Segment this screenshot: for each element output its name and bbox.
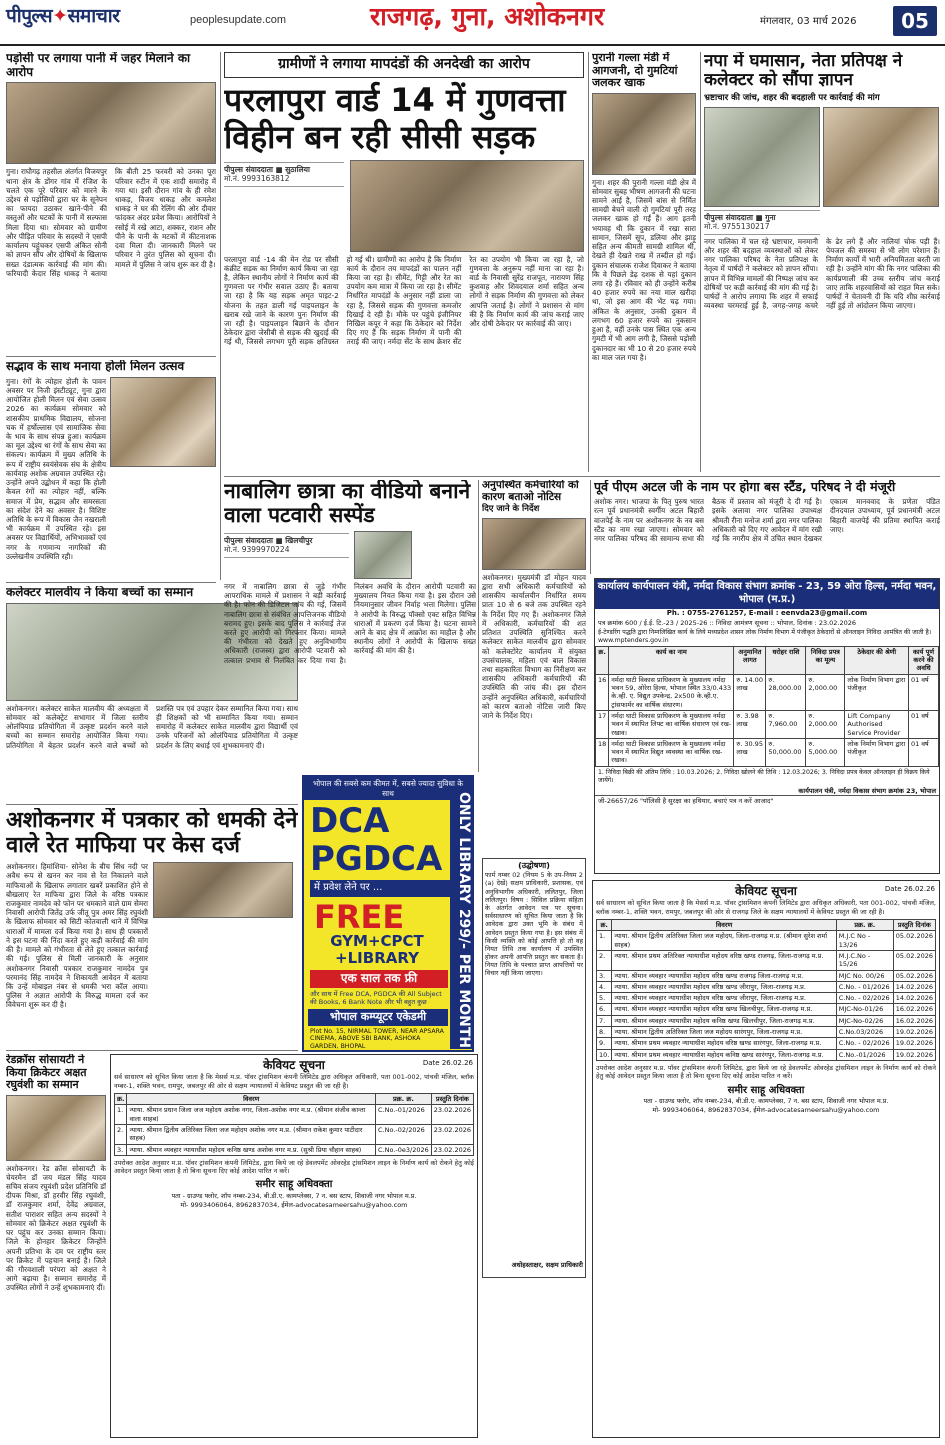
table-cell: C.No. - 02/2026 [836,1038,893,1049]
table-cell: 16.02.2026 [893,1015,935,1026]
ad-top-banner: भोपाल की सबसे कम कीमत में, सबसे ज्यादा सुविधा के साथ [304,777,472,800]
tender-column-header: क्र. [596,646,609,674]
table-row [597,1015,936,1026]
story-photo [482,518,586,570]
column-rule [590,480,591,574]
tender-column-header: अनुमानित लागत [734,646,766,674]
advocate-contact[interactable]: मो- 9993406064, 8962837034, ईमेल-advocatesameersahu@yahoo.com [180,1200,408,1209]
caveat-intro: सर्व साधारण को सूचित किया जाता है कि मेसर्स म.प्र. पॉवर ट्रांसमिशन कंपनी लिमिटेड द्वारा अधिकृत अधिकारी, पता 001-002, पांचवी मंजिल, ब्लॉक नम्बर-1, शक्ति भवन, रामपुर, जबलपुर की ओर से सक्षम न्यायालयों में केवियट प्रस्तुत की जा रही है। [114,1073,474,1090]
story-body: गुना। रंगों के त्योहार होली के पावन अवसर पर निजी इंस्टीट्यूट, गुना द्वारा आयोजित होली मिलन एवं सेवा उत्सव 2026 का कार्यक्रम सोमवार को शासकीय प्राथमिक विद्यालय, सोजना चक में हर्षोल्लास एवं सामाजिक सेवा के भाव के साथ संपन्न हुआ। कार्यक्रम का मूल उद्देश्य था रंगों के साथ सेवा का संकल्प। कार्यक्रम में मुख्य अतिथि के रूप में राष्ट्रीय स्वयंसेवक संघ के क्षेत्रीय कार्यवाह अशोक अग्रवाल उपस्थित रहे। उन्होंने अपने उद्बोधन में कहा कि होली केवल रंगों का त्योहार नहीं, बल्कि समाज में प्रेम, सद्भाव और समरसता का संदेश देने का अवसर है। विशिष्ट अतिथि के रूप में विकास जैन नखराली भी कार्यक्रम में उपस्थित रहे। इस अवसर पर विद्यार्थियों, अभिभावकों एवं नगर के गणमान्य नागरिकों की उल्लेखनीय उपस्थिति रही। [6,376,106,561]
notice-body: फार्म नम्बर 02 (नियम 5 के उप-नियम 2 (a) देखें) सक्षम प्राधिकारी, प्रशासक, एवं अनुविभागीय अधिकारी, ललितपुर, जिला ललितपुर। विषय : सिविल प्रक्रिया संहिता के अंतर्गत आवेदन पत्र पर सूचना। सर्वसाधारण को सूचित किया जाता है कि आवेदक द्वारा उक्त भूमि के संबंध में आवेदन प्रस्तुत किया गया है। इस संबंध में किसी व्यक्ति को कोई आपत्ति हो तो वह नियत तिथि तक कार्यालय में उपस्थित होकर अपनी आपत्ति प्रस्तुत कर सकता है। नियत तिथि के पश्चात प्राप्त आपत्तियों पर विचार नहीं किया जाएगा। [485,871,583,978]
table-cell: 05.02.2026 [893,970,935,981]
table-row [115,1144,474,1155]
table-cell: 16.02.2026 [893,1004,935,1015]
table-cell: 14.02.2026 [893,981,935,992]
table-cell: न्याया. श्रीमान प्रथम अतिरिक्त न्यायाधीश महोदय वरिष्ठ खण्ड राजगढ़, जिला-राजगढ़ म.प्र. [612,950,836,970]
ad-admission: में प्रवेश लेने पर ... [310,880,452,897]
website-link[interactable]: peoplesupdate.com [190,14,287,26]
story-body: अशोकनगर। हिमांशिया- सोनेश के बीच सिंध नदी पर अवैध रूप से खनन कर नाव से रेत निकालने वाले माफियाओं के खिलाफ लगातार खबरें प्रकाशित होने से बौखलाए रेत माफिया द्वारा जिले के वरिष्ठ पत्रकार राजकुमार नामदेव को फोन पर धमकाने वाले ग्राम सेमरा निवासी आरोपी जितेंद्र उर्फ जीतू पुत्र अमर सिंह रघुवंशी के खिलाफ सोमवार को सिटी कोतवाली थाने में विभिन्न धाराओं में मामला दर्ज किया गया है। साथ ही पत्रकारों ने इस घटना की निंदा करते हुए कड़ी कार्रवाई की मांग की है। मामले को गंभीरता से लेते हुए तत्काल कार्रवाई की गई। पुलिस से मिली जानकारी के अनुसार अशोकनगर निवासी पत्रकार राजकुमार नामदेव पुत्र परमानंद सिंह नामदेव ने शिकायती आवेदन में बताया कि उन्हें मोबाइल नंबर से धमकी भरा कॉल आया। पुलिस ने अज्ञात आरोपी के विरुद्ध मामला दर्ज कर विवेचना शुरू कर दी है। [6,862,148,1010]
table-cell: न्याया. श्रीमान द्वितीय अतिरिक्त जिला जज महोदय सारंगपुर, जिला-राजगढ़ म.प्र. [612,1027,836,1038]
table-cell: 3. [115,1144,127,1155]
table-cell: C.No.-01/2026 [836,1049,893,1060]
table-cell: 01 वर्ष [908,710,938,738]
table-cell: 4. [597,981,612,992]
headline: परलापुरा वार्ड 14 में गुणवत्ता विहीन बन रही सीसी सड़क [224,80,566,156]
byline [224,533,349,558]
table-cell: C.No.-01/2026 [376,1105,432,1125]
table-cell: नर्मदा घाटी विकास प्राधिकरण के मुख्यालय नर्मदा भवन में स्थापित विद्युत व्यवस्था का वार्षिक रख-रखाव। [609,738,734,766]
table-cell: लोक निर्माण विभाग द्वारा पंजीकृत [845,674,909,710]
dca-advertisement[interactable] [302,775,474,1052]
advocate-name: समीर साहू अधिवक्ता [727,1084,805,1096]
table-cell: रु. 7,960.00 [766,710,806,738]
ad-course-dca: DCA [310,801,390,842]
table-cell: 01 वर्ष [908,738,938,766]
ad-academy-name: भोपाल कम्प्यूटर एकेडमी [308,1009,448,1025]
divider [6,582,216,583]
table-row [597,1049,936,1060]
byline-text: पीपुल्स संवाददाता ■ खिलचीपुर [224,535,313,545]
page-section-title: राजगढ़, गुना, अशोकनगर [370,2,605,31]
ad-address: Plot No. 15, NIRMAL TOWER, NEAR APSARA CINEMA, ABOVE SBI BANK, ASHOKA GARDEN, BHOPAL [310,1027,444,1051]
column-rule [220,52,221,580]
table-cell: नर्मदा घाटी विकास प्राधिकरण के मुख्यालय नर्मदा भवन 59, ओरेरा हिल्स, भोपाल स्थित 33/0.433 के.व्ही. ए. विद्युत उपकेन्द्र, 2x500 के.व्ही.ए. ट्रांसफार्मर का वार्षिक संधारण। [609,674,734,710]
byline-mobile: मो.नं. 9755130217 [704,222,770,232]
advocate-contact[interactable]: मो- 9993406064, 8962837034, ईमेल-advocatesameersahu@yahoo.com [652,1105,880,1114]
table-cell: C.No.-0e3/2026 [376,1144,432,1155]
logo-text: पीपुल्स [6,5,53,27]
headline: कलेक्टर मालवीय ने किया बच्चों का सम्मान [6,586,194,599]
tender-footer: जी-26657/26 "पॉलिसी है सुरक्षा का हथियार, बचाएं पत्र न करें आजाद" [595,795,939,806]
table-cell: रु. 50,000.00 [766,738,806,766]
caveat-title: केवियट सूचना [263,1058,325,1072]
table-cell: 2. [115,1124,127,1144]
subhead: दिए जाने के निर्देश [482,503,540,514]
story-body: अशोकनगर। रेड क्रॉस सोसायटी के चेयरमैन डॉ जय मंडल सिंह यादव सचिव संजय रघुवंशी प्रदेश प्रतिनिधि डॉ दीपक मिश्रा, डॉ हरवीर सिंह रघुवंशी, डॉ राजकुमार शर्मा, देवेंद्र अग्रवाल, सतीश पाराशर सहित अन्य सदस्यों ने सोमवार को क्रिकेटर अक्षत रघुवंशी के घर पहुंच कर उनका सम्मान किया। जिले के होनहार क्रिकेटर जिन्होंने अपनी प्रतिभा के दम पर राष्ट्रीय स्तर पर क्रिकेट में पहचान बनाई है। जिले की गौरवशाली परंपरा को अक्षत ने आगे बढ़ाया है। सम्मान समारोह में उपस्थित लोगों ने उन्हें शुभकामनाएं दीं। [6,1163,106,1293]
story-sand-mafia [6,808,298,1046]
table-cell: 5. [597,993,612,1004]
story-photo [354,531,412,579]
caveat-date: Date 26.02.26 [884,885,935,893]
table-cell: लोक निर्माण विभाग द्वारा पंजीकृत [845,738,909,766]
tender-signoff: कार्यपालन यंत्री, नर्मदा विकास संभाग क्रमांक 23, भोपाल [798,786,936,795]
table-row [597,1004,936,1015]
advocate-address: पता - ग्राउण्ड फ्लोर, शॉप नम्बर-234, बी.डी.ए. कामप्लेक्स, 7 न. बस स्टाप, शिवाजी नगर भोपाल म.प्र. [171,1192,417,1201]
tender-header: कार्यालय कार्यपालन यंत्री, नर्मदा विकास संभाग क्रमांक - 23, 59 ओरा हिल्स, नर्मदा भवन, भोपाल (म.प्र.) [595,579,939,609]
table-cell: न्याया. श्रीमान व्यवहार न्यायाधीश महोदय वरिष्ठ खण्ड खिलचीपुर, जिला-राजगढ़ म.प्र. [612,1004,836,1015]
tender-intro: ई-टेण्डरिंग पद्धति द्वारा निम्नलिखित कार्य के लिये मध्यप्रदेश शासन लोक निर्माण विभाग में पंजीकृत ठेकेदारों से ऑनलाइन निविदा आमंत्रित की जाती है। www.mptenders.gov.in [598,628,932,644]
byline-text: पीपुल्स संवाददाता ■ सुठालिया [224,164,310,174]
table-cell: न्याया. श्रीमान व्यवहार न्यायाधीश महोदय वरिष्ठ खण्ड जीरापुर, जिला-राजगढ़ म.प्र. [612,981,836,992]
table-cell: 23.02.2026 [431,1105,473,1125]
headline: पुरानी गल्ला मंडी में आगजनी, दो गुमटियां जलकर खाक [592,52,678,90]
headline: पूर्व पीएम अटल जी के नाम पर होगा बस स्टैंड, परिषद ने दी मंजूरी [594,480,896,494]
table-cell: न्याया. श्रीमान व्यवहार न्यायाधीश महोदय कनिष्ठ खण्ड अशोक नगर म.प्र. (सुश्री प्रिया चौहान साहब) [127,1144,376,1155]
story-body: अशोकनगर। मुख्यमंत्री डॉ मोहन यादव द्वारा सभी अधिकारी कर्मचारियों को शासकीय कार्यालयीन निर्धारित समय प्रातः 10 से 6 बजे तक उपस्थित रहने के निर्देश दिए गए हैं। अशोकनगर जिले में अधिकारी, कर्मचारियों की शत प्रतिशत उपस्थिति सुनिश्चित करने कलेक्टर साकेत मालवीय द्वारा सोमवार को कलेक्टोरेट कार्यालय में संयुक्त उपसंचालक, महिला एवं बाल विकास तथा सहकारिता विभाग का निरीक्षण कर शासकीय अधिकारी कर्मचारियों की उपस्थिति की जांच की। इस दौरान उन्होंने अनुपस्थित अधिकारी, कर्मचारियों को कारण बताओ नोटिस जारी किए जाने के निर्देश दिए। [482,572,586,721]
table-cell: न्याया. श्रीमान द्वितीय अतिरिक्त जिला जज महोदय, जिला-राजगढ़ म.प्र. (श्रीमान सुरेश शर्मा साहब) [612,931,836,951]
caveat-table [114,1093,474,1156]
table-cell: न्याया. श्रीमान प्रथम व्यवहार न्यायाधीश महोदय वरिष्ठ खण्ड सारंगपुर, जिला-राजगढ़ म.प्र. [612,1038,836,1049]
table-cell: 18 [596,738,609,766]
story-road [224,52,584,472]
story-photo [350,160,584,252]
story-body: अशोक नगर। भाजपा के पितृ पुरुष भारत रत्न पूर्व प्रधानमंत्री स्वर्गीय अटल बिहारी वाजपेई के नाम पर अशोकनगर के नव बस स्टैंड का नाम रखा जाएगा। सोमवार को नगर पालिका परिषद की सामान्य सभा की बैठक में प्रस्ताव को मंजूरी दे दी गई है। इसके अलावा नगर पालिका उपाध्यक्ष श्रीमती रीना मनोज शर्मा द्वारा नगर पालिका अधिकारी को दिए गए आवेदन में मांग रखी गई कि नगरीय क्षेत्र में उचित स्थान देखकर एकात्म मानववाद के प्रणेता पंडित दीनदयाल उपाध्याय, पूर्व प्रधानमंत्री अटल बिहारी वाजपेई की प्रतिमा स्थापित कराई जाए। [594,497,940,544]
headline: अनुपस्थित कर्मचारियों को कारण बताओ नोटिस [482,480,579,503]
legal-proclamation [482,858,586,1278]
story-water-poison [6,52,216,352]
headline: रेडक्रॉस सोसायटी ने किया क्रिकेटर अक्षत रघुवंशी का सम्मान [6,1054,87,1092]
table-cell: नर्मदा घाटी विकास प्राधिकरण के मुख्यालय नर्मदा भवन में स्थापित लिफ्ट का वार्षिक संधारण एवं रख-रखाव। [609,710,734,738]
table-cell: 10. [597,1049,612,1060]
table-cell: 3. [597,970,612,981]
divider [6,804,298,805]
advocate-address: पता - ग्राउण्ड फ्लोर, शॉप नम्बर-234, बी.डी.ए. कामप्लेक्स, 7 न. बस स्टाप, शिवाजी नगर भोपाल म.प्र. [643,1097,889,1106]
subhead: भ्रष्टाचार की जांच, शहर की बदहाली पर कार्रवाई की मांग [704,92,880,103]
table-cell: 8. [597,1027,612,1038]
caveat-title: केवियट सूचना [735,884,797,898]
table-cell: न्याया. श्रीमान व्यवहार न्यायाधीश महोदय वरिष्ठ खण्ड जीरापुर, जिला-राजगढ़ म.प्र. [612,993,836,1004]
table-cell: MJC No. 00/26 [836,970,893,981]
caveat-closing: उपरोक्त आदेश अनुसार म.प्र. पॉवर ट्रांसमिशन कंपनी लिमिटेड, द्वारा किये जा रहे डेवलपमेंट ओवरहेड ट्रांसमिशन लाइन के निर्माण कार्य को रोकने हेतु कोई आवेदन प्रस्तुत किया जाता है तो बिना सूचना दिए कोई आदेश पारित न करें। [596,1064,936,1081]
byline-mobile: मो.नं. 9993163812 [224,174,290,184]
story-patwari [224,480,476,772]
story-photo-2 [823,107,939,207]
table-cell: C.No.03/2026 [836,1027,893,1038]
newspaper-logo[interactable] [6,4,119,28]
tender-notice [594,578,940,874]
table-row [596,674,939,710]
table-row [115,1105,474,1125]
story-body: गुना। शहर की पुरानी गल्ला मंडी क्षेत्र में सोमवार सुबह भीषण आगजनी की घटना सामने आई है, जिसमें बांस से निर्मित सामग्री बेचने वाली दो गुमटियां पूरी तरह जलकर खाक हो गईं हैं। आग इतनी भयावह थी कि दुकान में रखा सारा सामान, जिसमें सूप, डलिया और झाड़ू सहित अन्य कीमती सामग्री शामिल थी, देखते ही देखते राख में तब्दील हो गई। दुकान संचालक राजेश दिवाकर ने बताया कि वे पिछले डेढ़ दशक से यहां दुकान लगा रहे हैं। रविवार को ही उन्होंने करीब 40 हजार रुपये का नया माल खरीदा था, जो इस आग की भेंट चढ़ गया। अंकित के अनुसार, उनकी दुकान में लगभग 60 हजार रुपये का नुकसान हुआ है, वहीं उनके पास स्थित एक अन्य गुमटी में भी आग लगी है, जिससे पड़ोसी दुकानदार का भी 10 से 20 हजार रुपये का माल जल गया है। [592,177,696,362]
table-cell: न्याया. श्रीमान प्रधान जिला जज महोदय अशोक नगर, जिला-अशोक नगर म.प्र. (श्रीमान संजीव कान्ता वाला साहब) [127,1105,376,1125]
byline-text: पीपुल्स संवाददाता ■ गुना [704,212,776,222]
issue-date: मंगलवार, 03 मार्च 2026 [760,16,857,27]
story-photo [592,93,696,175]
story-holi [6,360,216,578]
table-cell: न्याया. श्रीमान प्रथम व्यवहार न्यायाधीश महोदय कनिष्ठ खण्ड सारंगपुर, जिला-राजगढ़ म.प्र. [612,1049,836,1060]
table-cell: 2. [597,950,612,970]
column-rule [478,480,479,772]
table-cell: Lift Company Authorised Service Provider [845,710,909,738]
headline: नपा में घमासान, नेता प्रतिपक्ष ने कलेक्टर को सौंपा ज्ञापन [704,52,903,91]
story-body: अशोकनगर। कलेक्टर साकेत मालवीय की अध्यक्षता में सोमवार को कलेक्ट्रेट सभागार में जिला स्तरीय ओलंपियाड प्रतियोगिता में उत्कृष्ट प्रदर्शन करने वाले बच्चों का सम्मान समारोह आयोजित किया गया। प्रतियोगिता में बेहतर प्रदर्शन करने वाले बच्चों को प्रशस्ति पत्र एवं उपहार देकर सम्मानित किया गया। साथ ही शिक्षकों को भी सम्मानित किया गया। सम्मान समारोह में कलेक्टर साकेत मालवीय द्वारा विद्यार्थी एवं उनके परिजनों को ओलंपियाड प्रतियोगिता में उत्कृष्ट प्रदर्शन के लिए बधाई एवं शुभकामनाएं दी। [6,703,298,750]
table-cell: 23.02.2026 [431,1144,473,1155]
story-photo [6,1095,106,1161]
table-cell: 01 वर्ष [908,674,938,710]
caveat-column-header: विवरण [127,1093,376,1104]
table-cell: 16 [596,674,609,710]
story-photo [704,107,820,207]
story-photo [153,862,293,918]
table-row [597,1038,936,1049]
table-cell: 19.02.2026 [893,1038,935,1049]
table-cell: 23.02.2026 [431,1124,473,1144]
table-cell: रु. 2,000.00 [806,710,845,738]
table-row [597,931,936,951]
table-cell: M.J.C.No - 15/26 [836,950,893,970]
story-photo [6,82,216,164]
story-councillors [704,52,940,472]
table-row [597,993,936,1004]
table-cell: रु. 14.00 लाख [734,674,766,710]
caveat-notice-right [592,880,940,1438]
table-cell: MJC-No-01/26 [836,1004,893,1015]
table-cell: 05.02.2026 [893,931,935,951]
table-cell: 6. [597,1004,612,1015]
tender-column-header: ठेकेदार की श्रेणी [845,646,909,674]
headline: नाबालिग छात्रा का वीडियो बनाने वाला पटवारी सस्पेंड [224,480,471,527]
table-cell: रु. 5,000.00 [806,738,845,766]
table-cell: 19.02.2026 [893,1049,935,1060]
advocate-name: समीर साहू अधिवक्ता [255,1179,333,1191]
divider [6,356,216,357]
table-row [596,738,939,766]
table-cell: 7. [597,1015,612,1026]
table-cell: रु. 28,000.00 [766,674,806,710]
story-kicker: ग्रामीणों ने लगाया मापदंडों की अनदेखी का आरोप [224,52,584,78]
caveat-intro: सर्व साधारण को सूचित किया जाता है कि मेसर्स म.प्र. पॉवर ट्रांसमिशन कंपनी लिमिटेड द्वारा अधिकृत अधिकारी, पता 001-002, पांचवी मंजिल, ब्लॉक नम्बर-1, शक्ति भवन, रामपुर, जबलपुर की ओर से राजगढ़ जिले के सक्षम न्यायालयों में केवियट प्रस्तुत की जा रही है। [596,899,936,916]
caveat-column-header: प्रस्तुति दिनांक [893,919,935,930]
table-row [115,1124,474,1144]
table-cell: रु. 30.95 लाख [734,738,766,766]
ad-course-pgdca: PGDCA [310,839,443,880]
table-cell: 05.02.2026 [893,950,935,970]
ad-side-banner: ONLY LIBRARY 299/- PER MONTH [450,791,472,1049]
caveat-column-header: प्रस्तुति दिनांक [431,1093,473,1104]
table-cell: न्याया. श्रीमान व्यवहार न्यायाधीश महोदय वरिष्ठ खण्ड राजगढ़ जिला-राजगढ़ म.प्र. [612,970,836,981]
table-cell: MJC-No-02/26 [836,1015,893,1026]
table-cell: 1. [597,931,612,951]
divider [6,1050,298,1051]
headline: पड़ोसी पर लगाया पानी में जहर मिलाने का आरोप [6,52,191,79]
table-cell: 17 [596,710,609,738]
table-cell: न्याया. श्रीमान द्वितीय अतिरिक्त जिला जज महोदय अशोक नगर म.प्र. (श्रीमान राकेश कुमार पाटीदार साहब) [127,1124,376,1144]
story-notice [482,480,586,772]
table-cell: 1. [115,1105,127,1125]
story-market-fire [592,52,696,472]
table-row [597,950,936,970]
headline: सद्भाव के साथ मनाया होली मिलन उत्सव [6,360,185,373]
caveat-column-header: क्र. [597,919,612,930]
table-cell: न्याया. श्रीमान व्यवहार न्यायाधीश महोदय कनिष्ठ खण्ड खिलचीपुर, जिला-राजगढ़ म.प्र. [612,1015,836,1026]
story-cricketer [6,1054,106,1438]
ad-year-free: एक साल तक फ्री [310,970,448,987]
caveat-column-header: प्रक्र. क्र. [836,919,893,930]
caveat-date: Date 26.02.26 [422,1059,473,1067]
caveat-column-header: विवरण [612,919,836,930]
ad-note: और साथ में Free DCA, PGDCA की All Subject की Books, 6 Bank Note और भी बहुत कुछ [310,989,442,1007]
story-body: नगर पालिका में चल रहे भ्रष्टाचार, मनमानी और शहर की बदहाल व्यवस्थाओं को लेकर नगर पालिका परिषद के नेता प्रतिपक्ष के नेतृत्व में पार्षदों ने कलेक्टर को ज्ञापन सौंपा। ज्ञापन में विभिन्न मामलों की निष्पक्ष जांच कर दोषियों पर कड़ी कार्रवाई की मांग की गई है। पार्षदों ने आरोप लगाया कि शहर में सफाई व्यवस्था चरमराई हुई है, जगह-जगह कचरे के ढेर लगे हैं और नालियां चोक पड़ी हैं। पेयजल की समस्या से भी लोग परेशान हैं। निर्माण कार्यों में भारी अनियमितता बरती जा रही है। उन्होंने मांग की कि नगर पालिका की कार्यप्रणाली की उच्च स्तरीय जांच कराई जाए ताकि शहरवासियों को राहत मिल सके। पार्षदों ने चेतावनी दी कि यदि शीघ्र कार्रवाई नहीं हुई तो आंदोलन किया जाएगा। [704,236,940,311]
logo-dot-icon: ✦ [52,5,68,27]
notice-signoff: अधोहस्ताक्षर, सक्षम प्राधिकारी [511,1261,583,1270]
table-row [597,981,936,992]
table-cell: M.J.C No - 13/26 [836,931,893,951]
logo-word: समाचार [67,5,120,27]
ad-offer: GYM+CPCT +LIBRARY [330,931,424,968]
tender-notes: 1. निविदा बिक्री की अंतिम तिथि : 10.03.2026; 2. निविदा खोलने की तिथि : 12.03.2026; 3. निविदा प्रपत्र केवल ऑनलाइन ही विक्रय किये जायेंगे। [598,768,930,784]
ad-free: FREE [314,897,405,936]
tender-contact: Ph. : 0755-2761257, E-mail : eenvda23@gmail.com [666,608,868,617]
caveat-closing: उपरोक्त आदेश अनुसार म.प्र. पॉवर ट्रांसमिशन कंपनी लिमिटेड, द्वारा किये जा रहे डेवलपमेंट ओवरहेड ट्रांसमिशन लाइन के निर्माण कार्य को रोकने हेतु कोई आवेदन प्रस्तुत किया जाता है तो बिना सूचना दिए कोई आदेश पारित न करें। [114,1158,474,1176]
caveat-notice-left [110,1054,478,1438]
byline [224,162,344,187]
table-cell: 19.02.2026 [893,1027,935,1038]
tender-column-header: कार्य पूर्ण करने की अवधि [908,646,938,674]
tender-column-header: धरोहर राशि [766,646,806,674]
table-row [597,970,936,981]
caveat-column-header: क्र. [115,1093,127,1104]
story-bus-stand [594,480,940,574]
tender-ref: पत्र क्रमांक 600 / ई.ई. टि.-23 / 2025-26 :: निविदा आमंत्रण सूचना :: भोपाल, दिनांक : 23.02.2026 [598,618,857,627]
headline: अशोकनगर में पत्रकार को धमकी देने वाले रेत माफिया पर केस दर्ज [6,808,298,859]
table-cell: C.No. - 01/2026 [836,981,893,992]
byline [704,210,820,235]
table-row [597,1027,936,1038]
column-rule [588,52,589,472]
table-row [596,710,939,738]
divider [224,476,940,477]
table-cell: C.No. - 02/2026 [836,993,893,1004]
page-number: 05 [893,6,937,36]
table-cell: रु. 3.98 लाख [734,710,766,738]
masthead [0,0,945,46]
caveat-table [596,919,936,1061]
story-body: गुना। राघौगढ़ तहसील अंतर्गत विजयपुर थाना क्षेत्र के डोंगर गांव में रंजिश के चलते एक पूरे परिवार को मारने के उद्देश्य से पड़ोसियों द्वारा घर के सूनेपन का फायदा उठाकर खाने-पीने की वस्तुओं और घटकों के पानी में सल्फास मिला दिया था। सोमवार को ग्रामीण और पीड़ित परिवार के सदस्यों ने एसपी कार्यालय पहुंचकर एसपी अंकित सोनी को ज्ञापन सौंप और दोषियों के खिलाफ सख्त दंडात्मक कार्रवाई की मांग की। फरियादी केदार सिंह धाकड़ ने बताया कि बीती 25 फरवरी को उनका पूरा परिवार रुटीन में एक शादी समारोह में गया था। इसी दौरान गांव के ही रमेश धाकड़, विजय धाकड़ और कमलेश धाकड़ ने घर की रेलिंग की ओर दीवार फांदकर अंदर प्रवेश किया। आरोपियों ने रसोई में रखे आटा, शक्कर, राशन और पीने के पानी के मटकों में कीटनाशक दवा मिला दी। जानकारी मिलने पर परिवार ने तुरंत पुलिस को सूचना दी। मामले में पुलिस ने जांच शुरू कर दी है। [6,167,216,278]
table-cell: C.No.-02/2026 [376,1124,432,1144]
notice-title: (उद्घोषणा) [518,861,550,870]
column-rule [700,52,701,472]
table-cell: 9. [597,1038,612,1049]
byline-mobile: मो.नं. 9399970224 [224,545,290,555]
tender-column-header: निविदा प्रपत्र का मूल्य [806,646,845,674]
tender-table [595,646,939,767]
tender-column-header: कार्य का नाम [609,646,734,674]
caveat-column-header: प्रक्र. क्र. [376,1093,432,1104]
story-photo [110,377,216,467]
table-cell: 14.02.2026 [893,993,935,1004]
story-body: परलापुरा वार्ड -14 की मेन रोड पर सीसी कंक्रीट सड़क का निर्माण कार्य किया जा रहा है, लेकिन स्थानीय लोगों ने निर्माण कार्य की गुणवत्ता पर गंभीर सवाल उठाए हैं। बताया जा रहा है कि यह सड़क अमृत पाइट-2 योजना के तहत डाली गई पाइपलाइन के खराब रखे जाने के कारण पुनः निर्माण की जा रही है। पाइपलाइन बिछाने के दौरान ठेकेदार द्वारा जेसीबी से सड़क की खुदाई की गई थी, जिससे लगभग पूरी सड़क क्षतिग्रस्त हो गई थी। ग्रामीणों का आरोप है कि निर्माण कार्य के दौरान तय मापदंडों का पालन नहीं किया जा रहा है। सीमेंट, गिट्टी और रेत का उपयोग कम मात्रा में किया जा रहा है। सीमेंट निर्धारित मापदंडों के अनुसार नहीं डाला जा रहा है, जिससे सड़क की गुणवत्ता कमजोर दिखाई दे रही है। मौके पर पहुंचे इंजीनियर निखिल कपूर ने कहा कि ठेकेदार को निर्देश दिए गए हैं कि सड़क निर्माण में पानी की तराई की जाए। नर्मदा सेंट के साथ क्रेशर सेंट रेत का उपयोग भी किया जा रहा है, जो गुणवत्ता के अनुरूप नहीं माना जा रहा है। वार्ड के निवासी सुरेंद्र राजपूत, नारायण सिंह कुशवाह और शिवदयाल शर्मा सहित अन्य लोगों ने सड़क निर्माण की गुणवत्ता को लेकर आपत्ति जताई है। लोगों ने प्रशासन से मांग की है कि निर्माण कार्य की जांच कराई जाए और दोषी ठेकेदार पर कार्रवाई की जाए। [224,254,584,347]
table-cell: रु. 2,000.00 [806,674,845,710]
story-body: नगर में नाबालिग छात्रा से जुड़े गंभीर आपराधिक मामले में प्रशासन ने बड़ी कार्रवाई की है। फोन की डिजिटल जांच की गई, जिसमें नाबालिग छात्रा से संबंधित आपत्तिजनक वीडियो बरामद हुए। इसके बाद पुलिस ने कार्रवाई तेज करते हुए आरोपी को गिरफ्तार किया। मामले की गंभीरता को देखते हुए अनुविभागीय अधिकारी (राजस्व) द्वारा आरोपी पटवारी को तत्काल प्रभाव से निलंबित कर दिया गया है। निलंबन अवधि के दौरान आरोपी पटवारी का मुख्यालय नियत किया गया है। इस दौरान उसे नियमानुसार जीवन निर्वाह भत्ता मिलेगा। पुलिस ने आरोपी के विरुद्ध पॉक्सो एक्ट सहित विभिन्न धाराओं में प्रकरण दर्ज किया है। घटना सामने आने के बाद क्षेत्र में आक्रोश का माहौल है और स्थानीय लोगों ने आरोपी के खिलाफ सख्त कार्रवाई की मांग की है। [224,581,476,665]
